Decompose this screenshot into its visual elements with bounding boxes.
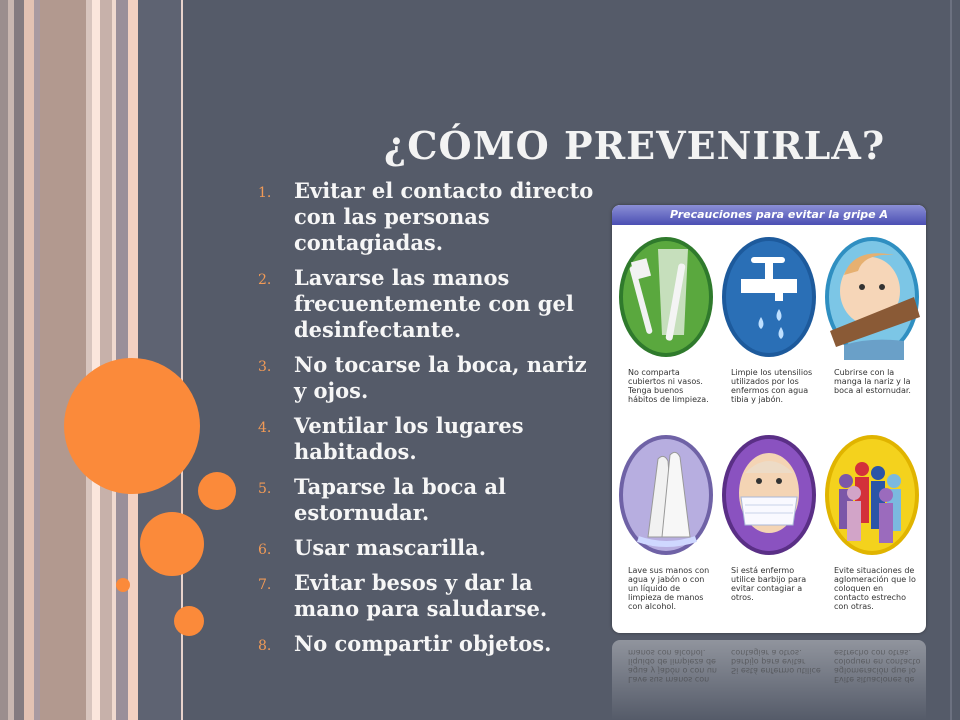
item-number: 1. [258,185,272,201]
item-text: No compartir objetos. [294,631,552,656]
poster-caption: Si está enfermo utilice barbijo para evitar contagiar a otros. [731,566,807,602]
cover-sneeze-icon [824,235,920,360]
decorative-stripes [0,0,182,720]
decorative-circle-medium [140,512,204,576]
item-text: Taparse la boca al estornudar. [294,474,506,525]
list-item [258,631,598,657]
poster-caption: Evite situaciones de aglomeración que lo coloquen en contacto estrecho con otras. [834,566,916,611]
handwash-icon [618,433,714,558]
crowd-icon [824,433,920,558]
item-text: No tocarse la boca, nariz y ojos. [294,352,587,403]
item-number: 6. [258,542,272,558]
list-item [258,570,598,622]
poster-panel [721,433,817,602]
prevention-list [258,178,598,666]
decorative-circle-small [198,472,236,510]
poster-panel [824,235,920,395]
poster-caption: No comparta cubiertos ni vasos. Tenga buenos hábitos de limpieza. [628,368,709,404]
list-item [258,178,598,256]
poster-caption: Lave sus manos con agua y jabón o con un líquido de limpieza de manos con alcohol. [628,566,710,611]
list-item [258,413,598,465]
poster-caption: Limpie los utensilios utilizados por los enfermos con agua tibia y jabón. [731,368,813,404]
faucet-icon [721,235,817,360]
precautions-poster [612,205,926,633]
list-item [258,474,598,526]
poster-reflection [612,640,926,720]
item-number: 4. [258,420,272,436]
item-number: 2. [258,272,272,288]
list-item [258,265,598,343]
poster-panel [618,433,714,611]
item-number: 3. [258,359,272,375]
poster-header: Precauciones para evitar la gripe A [612,205,926,225]
item-number: 8. [258,638,272,654]
item-number: 7. [258,577,272,593]
poster-panel [824,433,920,611]
reflection-caption: Si está enfermo utilice barbijo para evitar contagiar a otros. [731,648,821,675]
decorative-circle-small-2 [174,606,204,636]
mask-icon [721,433,817,558]
item-text: Ventilar los lugares habitados. [294,413,524,464]
reflection-caption: Lave sus manos con agua y jabón o con un líquido de limpieza de manos con alcohol. [628,648,717,684]
item-text: Evitar besos y dar la mano para saludarse. [294,570,548,621]
list-item [258,535,598,561]
right-edge-line [950,0,952,720]
list-item [258,352,598,404]
reflection-caption: Evite situaciones de aglomeración que lo coloquen en contacto estrecho con otras. [834,648,921,684]
poster-caption: Cubrirse con la manga la nariz y la boca al estornudar. [834,368,911,395]
item-text: Lavarse las manos frecuentemente con gel desinfectante. [294,265,574,342]
item-text: Usar mascarilla. [294,535,487,560]
decorative-circle-large [64,358,200,494]
poster-panel [618,235,714,404]
item-text: Evitar el contacto directo con las personas contagiadas. [294,178,594,255]
item-number: 5. [258,481,272,497]
poster-panel [721,235,817,404]
decorative-circle-tiny [116,578,130,592]
slide-title: ¿CÓMO PREVENIRLA? [384,123,886,169]
cutlery-glass-icon [618,235,714,360]
